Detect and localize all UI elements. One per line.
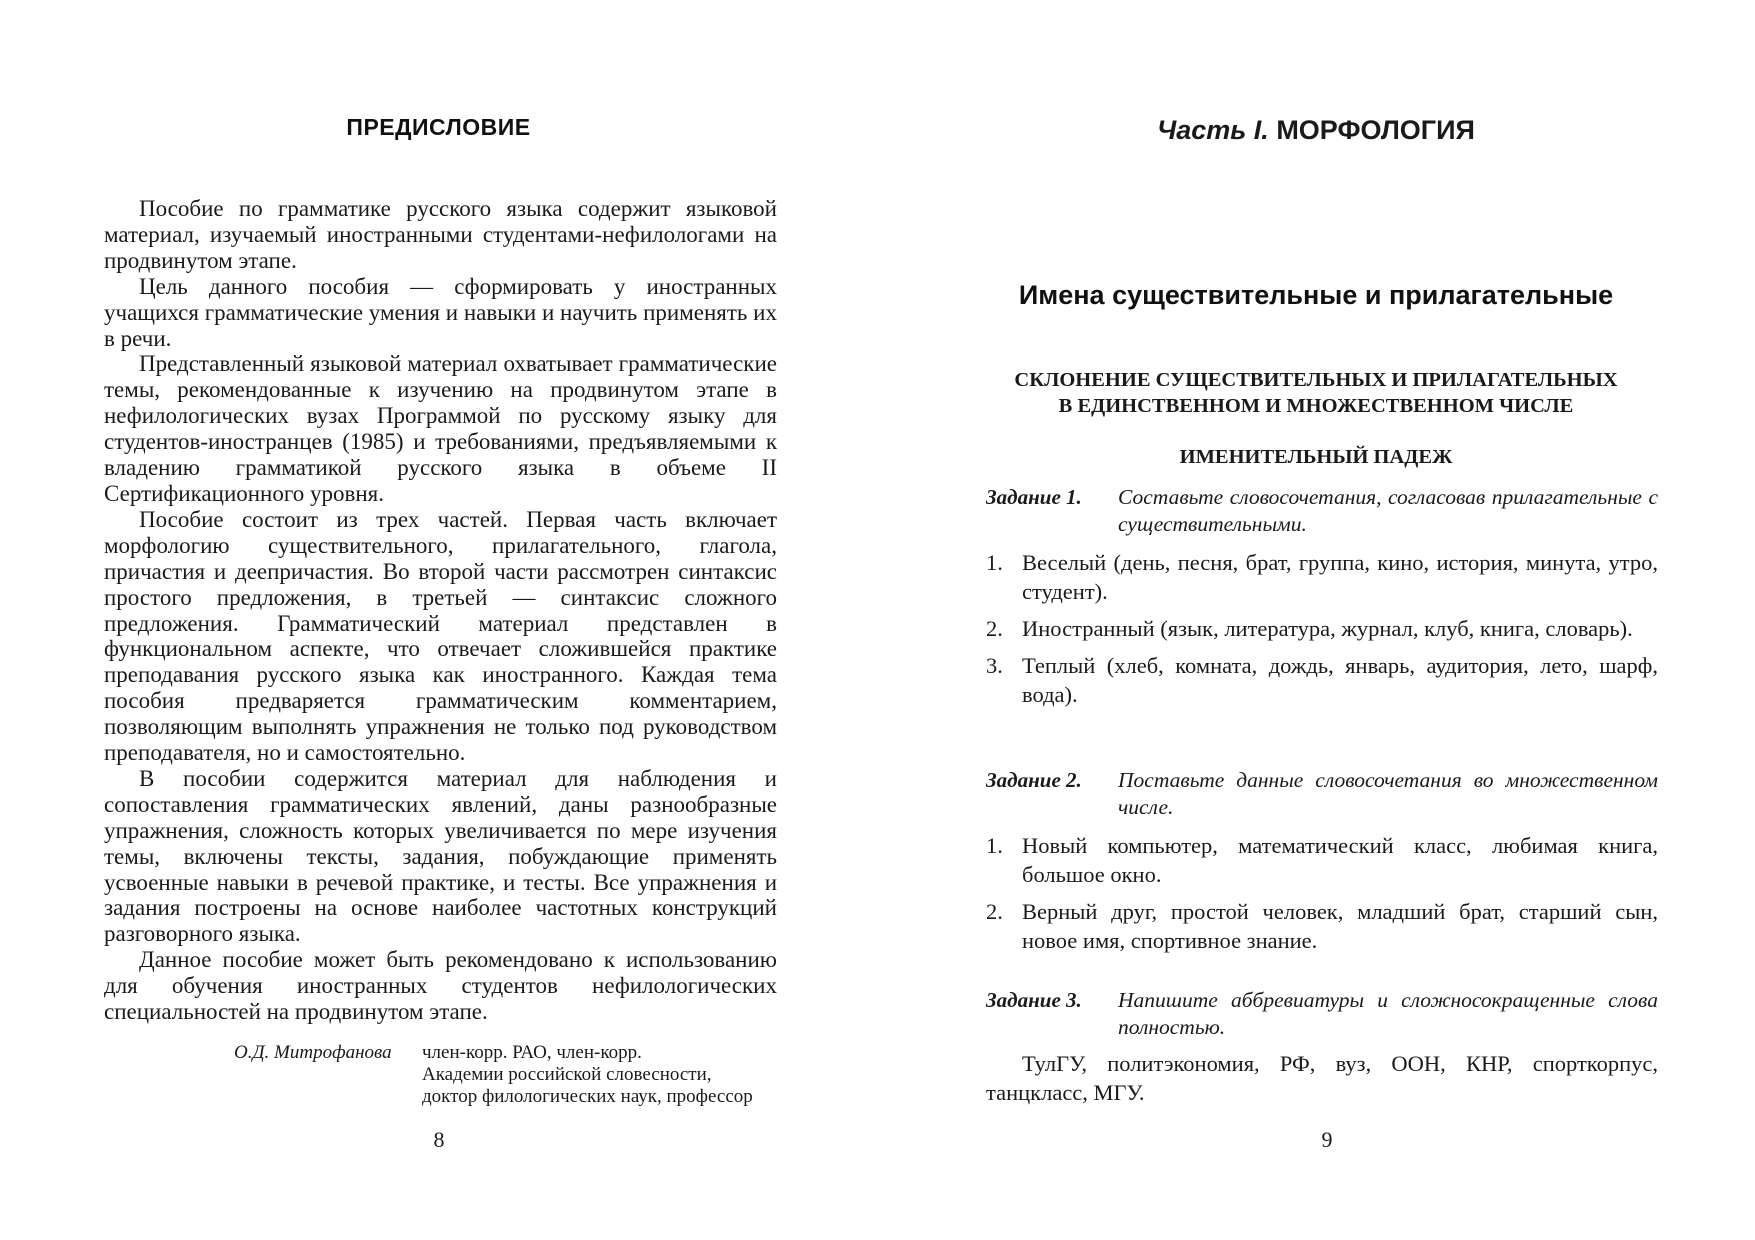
part-label: Часть I.	[1157, 115, 1269, 145]
task-instruction: Напишите аббревиатуры и сложносокращенные слова полностью.	[1118, 988, 1658, 1039]
task-header	[986, 767, 1658, 821]
preface-paragraph: Представленный языковой материал охватывает грамматические темы, рекомендованные к изучению на продвинутом этапе в нефилологических вузах Программой по русскому языку для студентов-иностранцев (1985) и требованиями, предъявляемыми к владению грамматикой русского языка в объеме II Сертификационного уровня.	[104, 351, 777, 506]
right-page	[877, 0, 1755, 1240]
subsection-title-line: СКЛОНЕНИЕ СУЩЕСТВИТЕЛЬНЫХ И ПРИЛАГАТЕЛЬНЫХ	[1014, 369, 1618, 391]
task-instruction: Составьте словосочетания, согласовав прилагательные с существительными.	[1118, 485, 1658, 536]
subsection-title-line: В ЕДИНСТВЕННОМ И МНОЖЕСТВЕННОМ ЧИСЛЕ	[1058, 395, 1574, 417]
preface-paragraph: Пособие состоит из трех частей. Первая часть включает морфологию существительного, прилагательного, глагола, причастия и деепричастия. Во второй части рассмотрен синтаксис простого предложения, в третьей — синтаксис сложного предложения. Грамматический материал представлен в функциональном аспекте, что отвечает сложившейся практике преподавания русского языка как иностранного. Каждая тема пособия предваряется грамматическим комментарием, позволяющим выполнять упражнения не только под руководством преподавателя, но и самостоятельно.	[104, 506, 777, 766]
preface-paragraph: Пособие по грамматике русского языка содержит языковой материал, изучаемый иностранными студентами-нефилологами на продвинутом этапе.	[104, 196, 777, 273]
preface-paragraph: Цель данного пособия — сформировать у иностранных учащихся грамматические умения и навыки и научить применять их в речи.	[104, 273, 777, 351]
task-header	[986, 987, 1658, 1041]
item-number: 2.	[986, 616, 1003, 641]
item-number: 3.	[986, 653, 1003, 678]
item-number: 2.	[986, 899, 1003, 924]
preface-paragraph: Данное пособие может быть рекомендовано к использованию для обучения иностранных студентов нефилологических специальностей на продвинутом этапе.	[104, 947, 777, 1025]
page-number-right: 9	[1321, 1127, 1333, 1152]
task-item	[986, 614, 1658, 643]
task-items	[986, 831, 1658, 955]
task-label: Задание 1.	[986, 485, 1082, 509]
item-number: 1.	[986, 833, 1003, 858]
task-label: Задание 2.	[986, 768, 1082, 792]
task-item	[986, 897, 1658, 955]
preface-title: ПРЕДИСЛОВИЕ	[346, 114, 531, 140]
left-page	[0, 0, 877, 1240]
task-2	[986, 767, 1658, 963]
part-name: МОРФОЛОГИЯ	[1276, 115, 1475, 145]
task-instruction: Поставьте данные словосочетания во множественном числе.	[1118, 768, 1658, 819]
item-text: Теплый (хлеб, комната, дождь, январь, аудитория, лето, шарф, вода).	[1022, 653, 1658, 707]
section-title: Имена существительные и прилагательные	[1018, 280, 1614, 310]
author-name: О.Д. Митрофанова	[234, 1042, 392, 1063]
item-text: Веселый (день, песня, брат, группа, кино, история, минута, утро, студент).	[1022, 550, 1658, 604]
item-text: Иностранный (язык, литература, журнал, клуб, книга, словарь).	[1022, 616, 1633, 641]
credential-line: член-корр. РАО, член-корр.	[422, 1042, 642, 1063]
credential-line: Академии российской словесности,	[422, 1064, 712, 1085]
task-items	[986, 548, 1658, 709]
preface-paragraph: В пособии содержится материал для наблюдения и сопоставления грамматических явлений, даны разнообразные упражнения, сложность которых увеличивается по мере изучения темы, включены тексты, задания, побуждающие применять усвоенные навыки в речевой практике, и тесты. Все упражнения и задания построены на основе наиболее частотных конструкций разговорного языка.	[104, 765, 777, 947]
item-number: 1.	[986, 550, 1003, 575]
case-title: ИМЕНИТЕЛЬНЫЙ ПАДЕЖ	[1179, 446, 1453, 468]
task-1	[986, 484, 1658, 717]
task-item	[986, 548, 1658, 606]
item-text: Верный друг, простой человек, младший брат, старший сын, новое имя, спортивное знание.	[1022, 899, 1658, 953]
task-label: Задание 3.	[986, 988, 1082, 1012]
credential-line: доктор филологических наук, профессор	[422, 1086, 753, 1107]
item-text: Новый компьютер, математический класс, любимая книга, большое окно.	[1022, 833, 1658, 887]
subsection-title	[877, 367, 1755, 419]
preface-body	[104, 196, 777, 1025]
page-number-left: 8	[433, 1127, 445, 1152]
task-item	[986, 651, 1658, 709]
part-title	[877, 115, 1755, 146]
task-item	[986, 831, 1658, 889]
task-3	[986, 987, 1658, 1107]
author-credentials	[422, 1042, 782, 1108]
task-body: ТулГУ, политэкономия, РФ, вуз, ООН, КНР, спорткорпус, танцкласс, МГУ.	[986, 1051, 1658, 1105]
task-header	[986, 484, 1658, 538]
